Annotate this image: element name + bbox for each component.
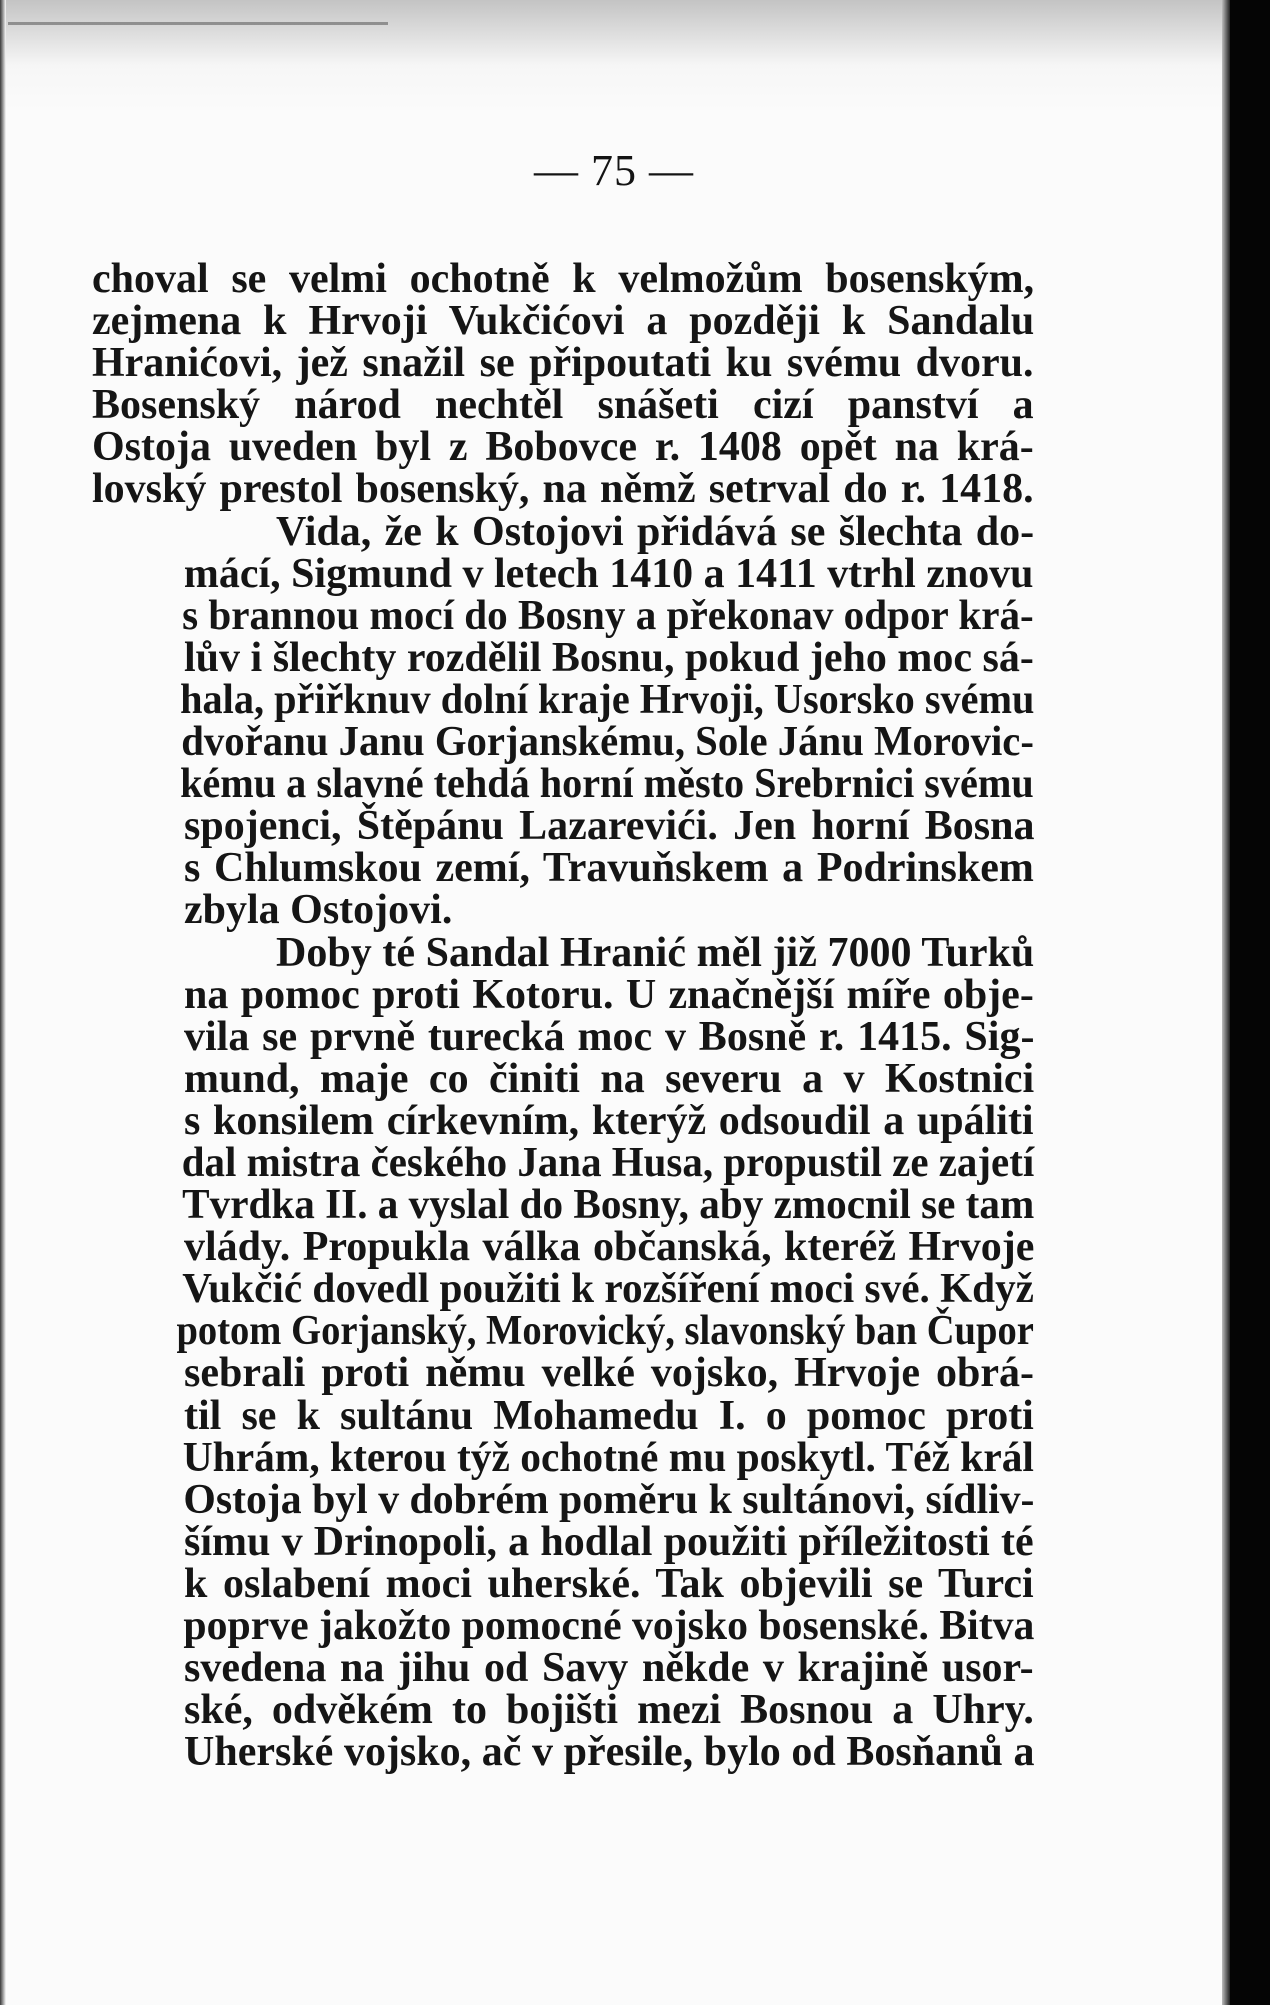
text-line: Vida, že k Ostojovi přidává se šlechta do-: [276, 508, 1035, 555]
text-line: mácí, Sigmund v letech 1410 a 1411 vtrhl znovu: [183, 550, 1034, 597]
text-line: sebrali proti němu velké vojsko, Hrvoje obrá-: [184, 1350, 1034, 1397]
text-line: choval se velmi ochotně k velmožům bosenským,: [92, 256, 1035, 302]
page-body: [92, 256, 1035, 1776]
paragraph-3: [92, 929, 1035, 1776]
text-line: Ostoja byl v dobrém poměru k sultánovi, sídliv-: [183, 1476, 1035, 1523]
text-line: spojenci, Štěpánu Lazarevići. Jen horní Bosna: [184, 803, 1035, 850]
scan-right-border: [1228, 0, 1270, 2005]
text-line: s Chlumskou zemí, Travuňskem a Podrinskem: [184, 845, 1034, 892]
text-line: Tvrdka II. a vyslal do Bosny, aby zmocnil se tam: [182, 1182, 1035, 1229]
text-line: s brannou mocí do Bosny a překonav odpor krá-: [182, 592, 1034, 639]
text-line: til se k sultánu Mohamedu I. o pomoc proti: [184, 1392, 1034, 1439]
text-line: dal mistra českého Jana Husa, propustil ze zajetí: [181, 1139, 1035, 1186]
text-line: lovský prestol bosenský, na němž setrval do r. 1418.: [92, 466, 1034, 513]
paragraph-2: [92, 508, 1035, 934]
text-line: na pomoc proti Kotoru. U značnější míře obje-: [184, 971, 1034, 1018]
text-line: Ostoja uveden byl z Bobovce r. 1408 opět na krá-: [92, 424, 1034, 471]
text-line: lův i šlechty rozdělil Bosnu, pokud jeho moc sá-: [184, 634, 1034, 681]
page-number: — 75 —: [534, 146, 694, 195]
paragraph-1: [92, 258, 1034, 511]
text-line: Doby té Sandal Hranić měl již 7000 Turků: [276, 929, 1035, 976]
text-line: vlády. Propukla válka občanská, kteréž Hrvoje: [184, 1224, 1035, 1271]
text-line: zbyla Ostojovi.: [184, 887, 453, 934]
text-line: svedena na jihu od Savy někde v krajině usor-: [184, 1645, 1034, 1692]
page-top-shadow: [0, 0, 1228, 110]
text-line: Hranićovi, jež snažil se připoutati ku svému dvoru.: [92, 340, 1034, 387]
text-line: kému a slavné tehdá horní město Srebrnici svému: [180, 761, 1034, 808]
text-line: Uhrám, kterou týž ochotné mu poskytl. Též král: [182, 1434, 1034, 1481]
text-line: Bosenský národ nechtěl snášeti cizí panství a: [92, 382, 1034, 429]
text-line: Vukčić dovedl použiti k rozšíření moci své. Když: [182, 1266, 1034, 1313]
text-line: vila se prvně turecká moc v Bosně r. 1415. Sig-: [184, 1013, 1035, 1060]
text-line: s konsilem církevním, kterýž odsoudil a upáliti: [184, 1097, 1034, 1144]
text-line: šímu v Drinopoli, a hodlal použiti příležitosti té: [184, 1518, 1034, 1565]
text-line: ské, odvěkém to bojišti mezi Bosnou a Uhry.: [184, 1687, 1034, 1734]
text-line: Uherské vojsko, ač v přesile, bylo od Bosňanů a: [184, 1729, 1035, 1776]
text-line: zejmena k Hrvoji Vukčićovi a později k Sandalu: [92, 298, 1035, 345]
text-line: dvořanu Janu Gorjanskému, Sole Jánu Morovic-: [181, 719, 1034, 766]
page-top-rule: [8, 22, 388, 25]
text-line: poprve jakožto pomocné vojsko bosenské. Bitva: [183, 1603, 1035, 1649]
page-right-edge: [1222, 0, 1230, 2005]
text-line: hala, přiřknuv dolní kraje Hrvoji, Usorsko svému: [180, 676, 1035, 723]
text-line: k oslabení moci uherské. Tak objevili se Turci: [184, 1560, 1034, 1607]
text-line: mund, maje co činiti na severu a v Kostnici: [184, 1055, 1035, 1102]
text-line: potom Gorjanský, Morovický, slavonský ban Čupor: [176, 1308, 1034, 1355]
page-left-edge: [0, 0, 6, 2005]
